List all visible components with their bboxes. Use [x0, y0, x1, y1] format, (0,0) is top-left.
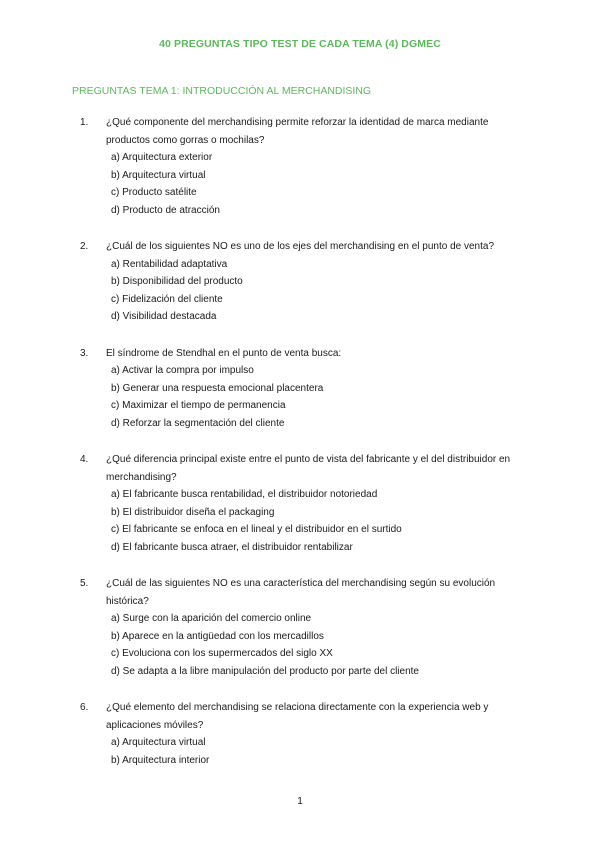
- answer-option: d) Producto de atracción: [111, 204, 220, 216]
- answer-option: a) Arquitectura virtual: [111, 737, 206, 748]
- section-title: PREGUNTAS TEMA 1: INTRODUCCIÓN AL MERCHANDISING: [72, 85, 372, 97]
- answer-options: [80, 256, 525, 326]
- answer-option: b) Arquitectura interior: [111, 754, 210, 766]
- answer-options: [80, 734, 525, 769]
- page-number: 1: [297, 796, 303, 807]
- question-number: 3.: [80, 347, 89, 359]
- answer-option: c) Producto satélite: [111, 187, 197, 198]
- answer-option: b) El distribuidor diseña el packaging: [111, 506, 275, 518]
- answer-option: d) Reforzar la segmentación del cliente: [111, 417, 285, 429]
- question-text: ¿Qué componente del merchandising permite reforzar la identidad de marca mediante productos como gorras o mochilas?: [106, 117, 489, 146]
- answer-option: b) Aparece en la antigüedad con los mercadillos: [111, 630, 324, 642]
- question-text: ¿Cuál de los siguientes NO es uno de los ejes del merchandising en el punto de venta?: [106, 241, 495, 252]
- answer-options: [80, 486, 525, 556]
- answer-option: d) Visibilidad destacada: [111, 311, 217, 322]
- answer-option: a) Arquitectura exterior: [111, 152, 213, 163]
- question-list: [80, 114, 525, 788]
- question-item: [80, 451, 525, 556]
- answer-option: a) El fabricante busca rentabilidad, el distribuidor notoriedad: [111, 489, 378, 500]
- answer-option: b) Arquitectura virtual: [111, 169, 206, 181]
- question-text: El síndrome de Stendhal en el punto de venta busca:: [106, 347, 342, 359]
- question-number: 2.: [80, 241, 89, 252]
- answer-option: d) Se adapta a la libre manipulación del producto por parte del cliente: [111, 665, 419, 677]
- answer-options: [80, 362, 525, 432]
- answer-option: b) Disponibilidad del producto: [111, 276, 243, 287]
- question-item: [80, 114, 525, 219]
- answer-option: a) Activar la compra por impulso: [111, 365, 254, 376]
- answer-option: c) El fabricante se enfoca en el lineal y el distribuidor en el surtido: [111, 524, 402, 535]
- answer-option: b) Generar una respuesta emocional placentera: [111, 382, 324, 394]
- question-number: 6.: [80, 702, 89, 713]
- question-item: [80, 699, 525, 769]
- question-text: ¿Qué elemento del merchandising se relaciona directamente con la experiencia web y aplicaciones móviles?: [106, 702, 489, 731]
- question-text: ¿Cuál de las siguientes NO es una característica del merchandising según su evolución histórica?: [106, 578, 496, 607]
- answer-options: [80, 610, 525, 680]
- question-number: 4.: [80, 454, 89, 465]
- question-item: [80, 345, 525, 433]
- answer-option: a) Rentabilidad adaptativa: [111, 258, 228, 270]
- answer-option: c) Maximizar el tiempo de permanencia: [111, 400, 286, 411]
- answer-option: c) Evoluciona con los supermercados del siglo XX: [111, 648, 333, 659]
- answer-option: a) Surge con la aparición del comercio online: [111, 613, 312, 624]
- answer-option: d) El fabricante busca atraer, el distribuidor rentabilizar: [111, 541, 353, 553]
- document-title: 40 PREGUNTAS TIPO TEST DE CADA TEMA (4) DGMEC: [159, 38, 441, 50]
- answer-option: c) Fidelización del cliente: [111, 293, 223, 305]
- question-number: 1.: [80, 117, 89, 128]
- question-item: [80, 575, 525, 680]
- answer-options: [80, 149, 525, 219]
- question-number: 5.: [80, 578, 89, 589]
- question-text: ¿Qué diferencia principal existe entre el punto de vista del fabricante y el del distribuidor en merchandising?: [106, 454, 511, 483]
- question-item: [80, 238, 525, 326]
